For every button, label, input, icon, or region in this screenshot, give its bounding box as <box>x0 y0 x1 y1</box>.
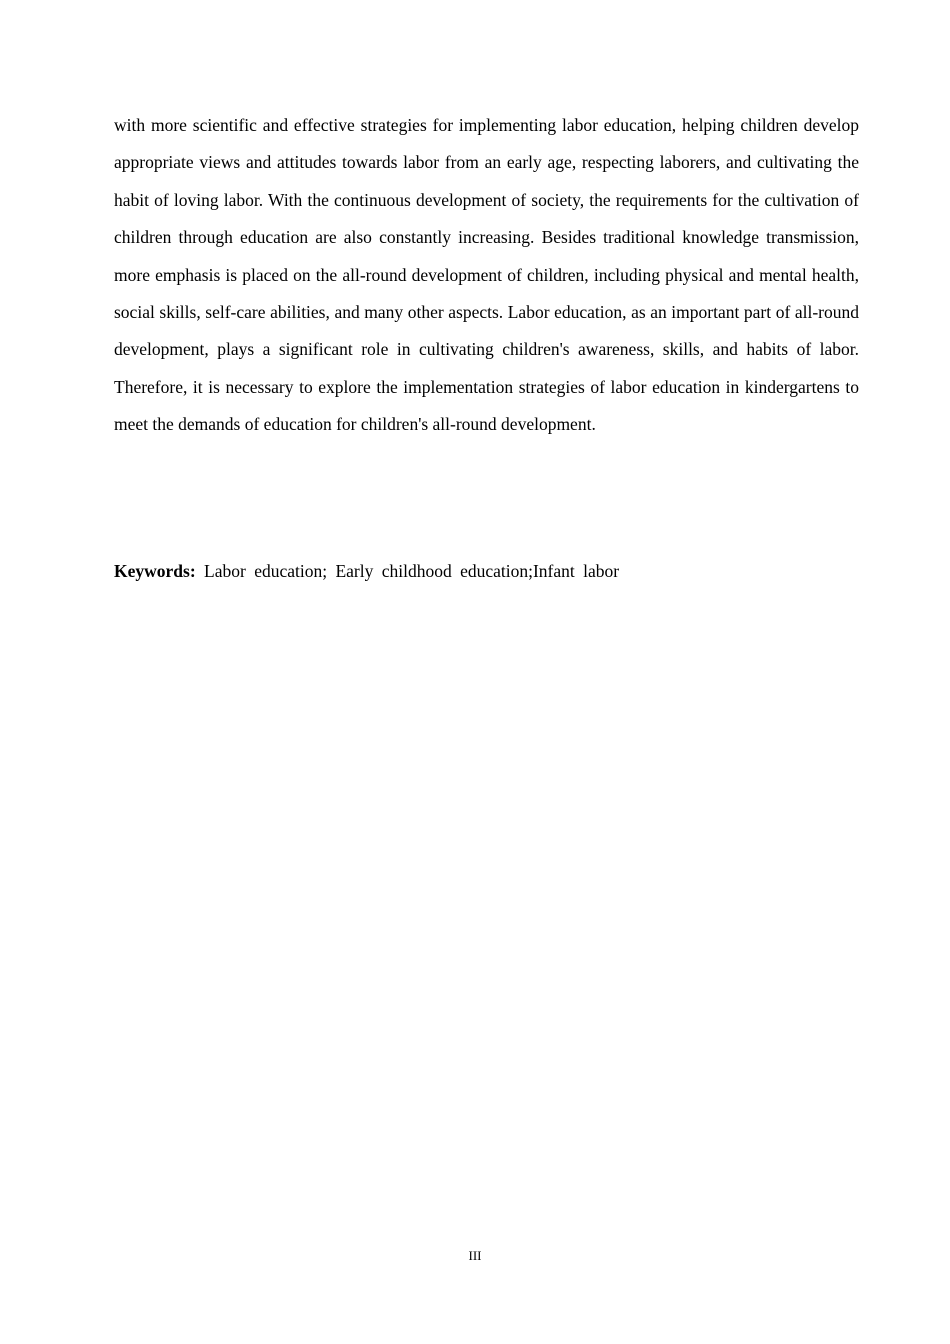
keywords-text: Labor education; Early childhood education;Infant labor <box>204 561 620 581</box>
page-number: III <box>468 1248 482 1263</box>
keywords-label: Keywords: <box>114 561 196 581</box>
keywords-line <box>114 553 859 590</box>
abstract-paragraph: with more scientific and effective strategies for implementing labor education, helping children develop appropriate views and attitudes towards labor from an early age, respecting laborers, and cultivating the habit of loving labor. With the continuous development of society, the requirements for the cultivation of children through education are also constantly increasing. Besides traditional knowledge transmission, more emphasis is placed on the all-round development of children, including physical and mental health, social skills, self-care abilities, and many other aspects. Labor education, as an important part of all-round development, plays a significant role in cultivating children's awareness, skills, and habits of labor. Therefore, it is necessary to explore the implementation strategies of labor education in kindergartens to meet the demands of education for children's all-round development. <box>114 115 859 435</box>
